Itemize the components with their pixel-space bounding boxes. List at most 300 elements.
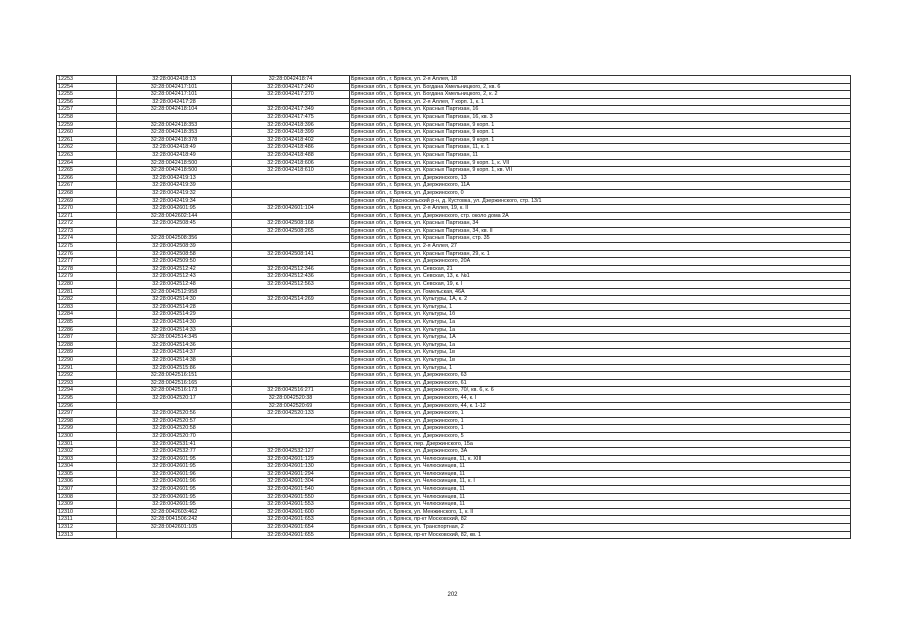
row-number-cell: 12282 [57, 296, 117, 304]
building-cadastral-number-cell: 32:28:0042418:606 [232, 159, 350, 167]
building-cadastral-number-cell: 32:28:0042520:69 [232, 402, 350, 410]
land-cadastral-number-cell: 32:28:0042418:13 [117, 76, 232, 84]
table-row [57, 83, 851, 91]
land-cadastral-number-cell: 32:28:0042419:13 [117, 174, 232, 182]
row-number-cell: 12291 [57, 364, 117, 372]
table-row [57, 448, 851, 456]
address-cell: Брянская обл., г. Брянск, ул. Красных Партизан, 16 [350, 106, 851, 114]
address-cell: Брянская обл., г. Брянск, ул. Дзержинского, 44, к. 1-12 [350, 402, 851, 410]
table-row [57, 121, 851, 129]
table-row [57, 159, 851, 167]
address-cell: Брянская обл., г. Брянск, ул. Культуры, 1 [350, 364, 851, 372]
land-cadastral-number-cell: 32:28:0042418:49 [117, 144, 232, 152]
land-cadastral-number-cell: 32:28:0042514:28 [117, 303, 232, 311]
row-number-cell: 12298 [57, 417, 117, 425]
building-cadastral-number-cell [232, 212, 350, 220]
address-cell: Брянская обл., г. Брянск, ул. Дзержинского, 61 [350, 379, 851, 387]
building-cadastral-number-cell: 32:28:0042508:168 [232, 220, 350, 228]
land-cadastral-number-cell: 32:28:0042514:37 [117, 349, 232, 357]
address-cell: Брянская обл., г. Брянск, ул. Севская, 21 [350, 265, 851, 273]
address-cell: Брянская обл., г. Брянск, ул. Дзержинского, 1 [350, 425, 851, 433]
table-row [57, 144, 851, 152]
address-cell: Брянская обл., г. Брянск, ул. Красных Партизан, 11 [350, 151, 851, 159]
row-number-cell: 12290 [57, 356, 117, 364]
building-cadastral-number-cell: 32:28:0042508:141 [232, 250, 350, 258]
building-cadastral-number-cell: 32:28:0042532:127 [232, 448, 350, 456]
building-cadastral-number-cell: 32:28:0042601:553 [232, 501, 350, 509]
building-cadastral-number-cell: 32:28:0042418:610 [232, 167, 350, 175]
land-cadastral-number-cell: 32:28:0042601:96 [117, 470, 232, 478]
row-number-cell: 12274 [57, 235, 117, 243]
building-cadastral-number-cell [232, 303, 350, 311]
table-row [57, 463, 851, 471]
address-cell: Брянская обл., г. Брянск, ул. 2-я Аллея, 7 корп. 1, к. 1 [350, 98, 851, 106]
land-cadastral-number-cell [117, 227, 232, 235]
building-cadastral-number-cell: 32:28:0042512:436 [232, 273, 350, 281]
address-cell: Брянская обл., г. Брянск, ул. Дзержинского, 5 [350, 432, 851, 440]
land-cadastral-number-cell: 32:28:0042601:95 [117, 493, 232, 501]
land-cadastral-number-cell [117, 402, 232, 410]
land-cadastral-number-cell: 32:28:0042419:39 [117, 182, 232, 190]
row-number-cell: 12256 [57, 98, 117, 106]
land-cadastral-number-cell: 32:28:0041506:242 [117, 516, 232, 524]
building-cadastral-number-cell: 32:28:0042601:304 [232, 478, 350, 486]
land-cadastral-number-cell: 32:28:0042419:34 [117, 197, 232, 205]
row-number-cell: 12297 [57, 410, 117, 418]
table-row [57, 524, 851, 532]
land-cadastral-number-cell: 32:28:0042520:56 [117, 410, 232, 418]
land-cadastral-number-cell: 32:28:0042601:95 [117, 205, 232, 213]
row-number-cell: 12259 [57, 121, 117, 129]
building-cadastral-number-cell [232, 189, 350, 197]
table-row [57, 334, 851, 342]
address-cell: Брянская обл., г. Брянск, ул. 2-я Аллея, 27 [350, 243, 851, 251]
land-cadastral-number-cell: 32:28:0042418:104 [117, 106, 232, 114]
table-row [57, 311, 851, 319]
row-number-cell: 12300 [57, 432, 117, 440]
row-number-cell: 12294 [57, 387, 117, 395]
table-row [57, 486, 851, 494]
building-cadastral-number-cell: 32:28:0042418:74 [232, 76, 350, 84]
address-cell: Брянская обл., г. Брянск, ул. Культуры, 1а [350, 341, 851, 349]
land-cadastral-number-cell: 32:28:0042514:29 [117, 311, 232, 319]
table-row [57, 98, 851, 106]
building-cadastral-number-cell: 32:28:0042601:653 [232, 516, 350, 524]
row-number-cell: 12293 [57, 379, 117, 387]
address-cell: Брянская обл., г. Брянск, ул. Дзержинского, 70/, кв. 6, к. 6 [350, 387, 851, 395]
table-row [57, 303, 851, 311]
building-cadastral-number-cell [232, 197, 350, 205]
land-cadastral-number-cell: 32:28:0042516:173 [117, 387, 232, 395]
row-number-cell: 12260 [57, 129, 117, 137]
land-cadastral-number-cell: 32:28:0042418:500 [117, 159, 232, 167]
building-cadastral-number-cell: 32:28:0042601:104 [232, 205, 350, 213]
building-cadastral-number-cell: 32:28:0042601:130 [232, 463, 350, 471]
land-cadastral-number-cell [117, 531, 232, 539]
land-cadastral-number-cell: 32:28:0042602:144 [117, 212, 232, 220]
table-row [57, 432, 851, 440]
row-number-cell: 12292 [57, 372, 117, 380]
row-number-cell: 12280 [57, 281, 117, 289]
address-cell: Брянская обл., г. Брянск, ул. 2-я Аллея, 19, к. II [350, 205, 851, 213]
table-row [57, 76, 851, 84]
row-number-cell: 12299 [57, 425, 117, 433]
table-row [57, 349, 851, 357]
building-cadastral-number-cell: 32:28:0042601:655 [232, 531, 350, 539]
building-cadastral-number-cell: 32:28:0042418:486 [232, 144, 350, 152]
address-cell: Брянская обл., г. Брянск, ул. Севская, 19, к. I [350, 281, 851, 289]
building-cadastral-number-cell: 32:28:0042601:294 [232, 470, 350, 478]
land-cadastral-number-cell: 32:28:0042515:86 [117, 364, 232, 372]
building-cadastral-number-cell [232, 334, 350, 342]
land-cadastral-number-cell: 32:28:0042520:57 [117, 417, 232, 425]
table-row [57, 326, 851, 334]
address-cell: Брянская обл., г. Брянск, ул. Красных Партизан, 9 корп. 1 [350, 121, 851, 129]
row-number-cell: 12301 [57, 440, 117, 448]
table-row [57, 106, 851, 114]
address-cell: Брянская обл., г. Брянск, ул. Челюскинцев, 11 [350, 493, 851, 501]
row-number-cell: 12271 [57, 212, 117, 220]
address-cell: Брянская обл., г. Брянск, ул. Челюскинцев, 11 [350, 486, 851, 494]
building-cadastral-number-cell: 32:28:0042601:550 [232, 493, 350, 501]
land-cadastral-number-cell [117, 113, 232, 121]
address-cell: Брянская обл., г. Брянск, ул. Челюскинцев, 11, к. XIII [350, 455, 851, 463]
building-cadastral-number-cell [232, 311, 350, 319]
address-cell: Брянская обл., г. Брянск, ул. Богдана Хмельницкого, 2, кв. 6 [350, 83, 851, 91]
land-cadastral-number-cell: 32:28:0042520:17 [117, 394, 232, 402]
table-row [57, 402, 851, 410]
table-row [57, 243, 851, 251]
address-cell: Брянская обл., г. Брянск, ул. Дзержинского, 0 [350, 189, 851, 197]
row-number-cell: 12275 [57, 243, 117, 251]
land-cadastral-number-cell: 32:28:0042418:353 [117, 129, 232, 137]
land-cadastral-number-cell: 32:28:0042601:105 [117, 524, 232, 532]
table-row [57, 182, 851, 190]
land-cadastral-number-cell: 32:28:0042417:101 [117, 83, 232, 91]
row-number-cell: 12310 [57, 508, 117, 516]
table-row [57, 174, 851, 182]
land-cadastral-number-cell: 32:28:0042418:49 [117, 151, 232, 159]
building-cadastral-number-cell: 32:28:0042512:346 [232, 265, 350, 273]
table-row [57, 470, 851, 478]
land-cadastral-number-cell: 32:28:0042514:30 [117, 296, 232, 304]
table-row [57, 167, 851, 175]
row-number-cell: 12255 [57, 91, 117, 99]
row-number-cell: 12272 [57, 220, 117, 228]
building-cadastral-number-cell: 32:28:0042418:396 [232, 121, 350, 129]
row-number-cell: 12296 [57, 402, 117, 410]
row-number-cell: 12305 [57, 470, 117, 478]
row-number-cell: 12309 [57, 501, 117, 509]
table-row [57, 273, 851, 281]
building-cadastral-number-cell [232, 349, 350, 357]
table-row [57, 387, 851, 395]
building-cadastral-number-cell [232, 356, 350, 364]
table-row [57, 425, 851, 433]
table-row [57, 296, 851, 304]
address-cell: Брянская обл., г. Брянск, ул. Менжинского, 1, к. II [350, 508, 851, 516]
land-cadastral-number-cell: 32:28:0042601:95 [117, 486, 232, 494]
address-cell: Брянская обл., г. Брянск, пер. Дзержинского, 15а [350, 440, 851, 448]
row-number-cell: 12261 [57, 136, 117, 144]
table-row [57, 212, 851, 220]
table-row [57, 394, 851, 402]
row-number-cell: 12312 [57, 524, 117, 532]
building-cadastral-number-cell: 32:28:0042417:475 [232, 113, 350, 121]
row-number-cell: 12266 [57, 174, 117, 182]
row-number-cell: 12270 [57, 205, 117, 213]
row-number-cell: 12276 [57, 250, 117, 258]
land-cadastral-number-cell: 32:28:0042514:33 [117, 326, 232, 334]
address-cell: Брянская обл., г. Брянск, ул. Челюскинцев, 11, к. I [350, 478, 851, 486]
row-number-cell: 12268 [57, 189, 117, 197]
row-number-cell: 12267 [57, 182, 117, 190]
address-cell: Брянская обл., г. Брянск, ул. Челюскинцев, 11 [350, 470, 851, 478]
table-row [57, 91, 851, 99]
building-cadastral-number-cell [232, 243, 350, 251]
table-row [57, 531, 851, 539]
table-body [57, 76, 851, 539]
row-number-cell: 12307 [57, 486, 117, 494]
building-cadastral-number-cell [232, 98, 350, 106]
address-cell: Брянская обл., г. Брянск, ул. Дзержинского, 63 [350, 372, 851, 380]
table-row [57, 250, 851, 258]
land-cadastral-number-cell: 32:28:0042512:48 [117, 281, 232, 289]
building-cadastral-number-cell: 32:28:0042601:600 [232, 508, 350, 516]
land-cadastral-number-cell: 32:28:0042514:345 [117, 334, 232, 342]
building-cadastral-number-cell: 32:28:0042417:270 [232, 91, 350, 99]
building-cadastral-number-cell: 32:28:0042417:240 [232, 83, 350, 91]
row-number-cell: 12285 [57, 319, 117, 327]
row-number-cell: 12273 [57, 227, 117, 235]
building-cadastral-number-cell: 32:28:0042418:488 [232, 151, 350, 159]
table-row [57, 501, 851, 509]
cadastral-register-table [56, 75, 851, 539]
table-row [57, 493, 851, 501]
address-cell: Брянская обл., г. Брянск, ул. Культуры, 1в [350, 349, 851, 357]
table-row [57, 220, 851, 228]
address-cell: Брянская обл., г. Брянск, ул. Культуры, 1А [350, 334, 851, 342]
row-number-cell: 12313 [57, 531, 117, 539]
row-number-cell: 12269 [57, 197, 117, 205]
address-cell: Брянская обл., г. Брянск, ул. Красных Партизан, 9 корп. 1 [350, 129, 851, 137]
land-cadastral-number-cell: 32:28:0042508:39 [117, 243, 232, 251]
land-cadastral-number-cell: 32:28:0042514:30 [117, 319, 232, 327]
address-cell: Брянская обл., г. Брянск, ул. Красных Партизан, 16, кв. 3 [350, 113, 851, 121]
land-cadastral-number-cell: 32:28:0042601:95 [117, 501, 232, 509]
row-number-cell: 12278 [57, 265, 117, 273]
building-cadastral-number-cell: 32:28:0042520:38 [232, 394, 350, 402]
address-cell: Брянская обл., г. Брянск, ул. Челюскинцев, 11 [350, 463, 851, 471]
building-cadastral-number-cell [232, 174, 350, 182]
building-cadastral-number-cell [232, 379, 350, 387]
row-number-cell: 12283 [57, 303, 117, 311]
address-cell: Брянская обл., г. Брянск, ул. Дзержинского, 3А [350, 448, 851, 456]
row-number-cell: 12263 [57, 151, 117, 159]
address-cell: Брянская обл., г. Брянск, ул. Красных Партизан, 11, к. 1 [350, 144, 851, 152]
land-cadastral-number-cell: 32:28:0042418:353 [117, 121, 232, 129]
land-cadastral-number-cell: 32:28:0042508:356 [117, 235, 232, 243]
address-cell: Брянская обл., г. Брянск, ул. Красных Партизан, 9 корп. 1 [350, 136, 851, 144]
land-cadastral-number-cell: 32:28:0042516:151 [117, 372, 232, 380]
building-cadastral-number-cell: 32:28:0042508:265 [232, 227, 350, 235]
land-cadastral-number-cell: 32:28:0042514:38 [117, 356, 232, 364]
table-row [57, 356, 851, 364]
land-cadastral-number-cell: 32:28:0042514:36 [117, 341, 232, 349]
row-number-cell: 12262 [57, 144, 117, 152]
table-row [57, 136, 851, 144]
row-number-cell: 12277 [57, 258, 117, 266]
land-cadastral-number-cell: 32:28:0042512:42 [117, 265, 232, 273]
address-cell: Брянская обл., г. Брянск, ул. 2-я Аллея, 18 [350, 76, 851, 84]
building-cadastral-number-cell: 32:28:0042520:133 [232, 410, 350, 418]
page-number: 202 [447, 592, 458, 598]
building-cadastral-number-cell [232, 432, 350, 440]
table-row [57, 258, 851, 266]
land-cadastral-number-cell: 32:28:0042520:58 [117, 425, 232, 433]
table-row [57, 508, 851, 516]
row-number-cell: 12253 [57, 76, 117, 84]
address-cell: Брянская обл., г. Брянск, пр-кт Московский, 82, кв. 1 [350, 531, 851, 539]
table-row [57, 417, 851, 425]
table-row [57, 478, 851, 486]
land-cadastral-number-cell: 32:28:0042508:58 [117, 250, 232, 258]
address-cell: Брянская обл., г. Брянск, ул. Богдана Хмельницкого, 2, к. 2 [350, 91, 851, 99]
land-cadastral-number-cell: 32:28:0042601:95 [117, 463, 232, 471]
address-cell: Брянская обл., г. Брянск, ул. Культуры, 1а [350, 319, 851, 327]
address-cell: Брянская обл., г. Брянск, ул. Красных Партизан, 9 корп. 1, кв. VII [350, 167, 851, 175]
row-number-cell: 12303 [57, 455, 117, 463]
table-row [57, 189, 851, 197]
row-number-cell: 12289 [57, 349, 117, 357]
row-number-cell: 12265 [57, 167, 117, 175]
address-cell: Брянская обл., г. Брянск, ул. Дзержинского, 20А [350, 258, 851, 266]
row-number-cell: 12264 [57, 159, 117, 167]
address-cell: Брянская обл., г. Брянск, ул. Дзержинского, стр. около дома 2А [350, 212, 851, 220]
table-row [57, 151, 851, 159]
land-cadastral-number-cell: 32:28:0042417:28 [117, 98, 232, 106]
building-cadastral-number-cell: 32:28:0042418:399 [232, 129, 350, 137]
land-cadastral-number-cell: 32:28:0042603:462 [117, 508, 232, 516]
table-row [57, 455, 851, 463]
address-cell: Брянская обл., г. Брянск, ул. Культуры, 1б [350, 311, 851, 319]
table-row [57, 265, 851, 273]
address-cell: Брянская обл., г. Брянск, ул. Культуры, 1А, к. 2 [350, 296, 851, 304]
table-row [57, 410, 851, 418]
address-cell: Брянская обл., г. Брянск, ул. Гомельская, 46А [350, 288, 851, 296]
address-cell: Брянская обл., г. Брянск, ул. Севская, 13, к. №1 [350, 273, 851, 281]
row-number-cell: 12286 [57, 326, 117, 334]
land-cadastral-number-cell: 32:28:0042418:378 [117, 136, 232, 144]
land-cadastral-number-cell: 32:28:0042531:41 [117, 440, 232, 448]
land-cadastral-number-cell: 32:28:0042512:43 [117, 273, 232, 281]
building-cadastral-number-cell: 32:28:0042601:129 [232, 455, 350, 463]
row-number-cell: 12306 [57, 478, 117, 486]
building-cadastral-number-cell [232, 417, 350, 425]
address-cell: Брянская обл., г. Брянск, ул. Красных Партизан, 34 [350, 220, 851, 228]
table-row [57, 235, 851, 243]
row-number-cell: 12311 [57, 516, 117, 524]
building-cadastral-number-cell: 32:28:0042516:271 [232, 387, 350, 395]
land-cadastral-number-cell: 32:28:0042418:500 [117, 167, 232, 175]
land-cadastral-number-cell: 32:28:0042417:101 [117, 91, 232, 99]
address-cell: Брянская обл., г. Брянск, ул. Красных Партизан, 9 корп. 1, к. VII [350, 159, 851, 167]
row-number-cell: 12257 [57, 106, 117, 114]
land-cadastral-number-cell: 32:28:0042520:70 [117, 432, 232, 440]
land-cadastral-number-cell: 32:28:0042601:95 [117, 455, 232, 463]
building-cadastral-number-cell [232, 235, 350, 243]
building-cadastral-number-cell [232, 364, 350, 372]
address-cell: Брянская обл., г. Брянск, ул. Красных Партизан, стр. 35 [350, 235, 851, 243]
land-cadastral-number-cell: 32:28:0042509:50 [117, 258, 232, 266]
land-cadastral-number-cell: 32:28:0042601:96 [117, 478, 232, 486]
row-number-cell: 12284 [57, 311, 117, 319]
table-row [57, 379, 851, 387]
land-cadastral-number-cell: 32:28:0042512:958 [117, 288, 232, 296]
building-cadastral-number-cell [232, 258, 350, 266]
building-cadastral-number-cell: 32:28:0042512:563 [232, 281, 350, 289]
table-row [57, 281, 851, 289]
row-number-cell: 12288 [57, 341, 117, 349]
row-number-cell: 12304 [57, 463, 117, 471]
building-cadastral-number-cell: 32:28:0042601:540 [232, 486, 350, 494]
address-cell: Брянская обл., г. Брянск, ул. Культуры, 1 [350, 303, 851, 311]
address-cell: Брянская обл., г. Брянск, ул. Красных Партизан, 29, к. 1 [350, 250, 851, 258]
table-row [57, 205, 851, 213]
building-cadastral-number-cell [232, 440, 350, 448]
address-cell: Брянская обл., г. Брянск, ул. Дзержинского, 13 [350, 174, 851, 182]
building-cadastral-number-cell [232, 341, 350, 349]
table-row [57, 516, 851, 524]
address-cell: Брянская обл., г. Брянск, ул. Культуры, 1а [350, 326, 851, 334]
land-cadastral-number-cell: 32:28:0042419:32 [117, 189, 232, 197]
building-cadastral-number-cell: 32:28:0042417:349 [232, 106, 350, 114]
address-cell: Брянская обл., г. Брянск, пр-кт Московский, 82 [350, 516, 851, 524]
address-cell: Брянская обл., г. Брянск, ул. Дзержинского, 44, к. I [350, 394, 851, 402]
building-cadastral-number-cell [232, 425, 350, 433]
address-cell: Брянская обл., г. Брянск, ул. Красных Партизан, 34, кв. II [350, 227, 851, 235]
building-cadastral-number-cell: 32:28:0042601:654 [232, 524, 350, 532]
table-row [57, 129, 851, 137]
table-row [57, 341, 851, 349]
land-cadastral-number-cell: 32:28:0042508:45 [117, 220, 232, 228]
building-cadastral-number-cell [232, 326, 350, 334]
address-cell: Брянская обл., г. Брянск, ул. Культуры, 1в [350, 356, 851, 364]
table-row [57, 440, 851, 448]
table-row [57, 227, 851, 235]
address-cell: Брянская обл., г. Брянск, ул. Челюскинцев, 11 [350, 501, 851, 509]
row-number-cell: 12279 [57, 273, 117, 281]
row-number-cell: 12254 [57, 83, 117, 91]
table-row [57, 197, 851, 205]
address-cell: Брянская обл., г. Брянск, ул. Дзержинского, 1 [350, 417, 851, 425]
row-number-cell: 12258 [57, 113, 117, 121]
building-cadastral-number-cell [232, 372, 350, 380]
table-row [57, 372, 851, 380]
address-cell: Брянская обл., Красносельский р-н, д. Кустовка, ул. Дзержинского, стр. 13/1 [350, 197, 851, 205]
row-number-cell: 12308 [57, 493, 117, 501]
row-number-cell: 12281 [57, 288, 117, 296]
building-cadastral-number-cell: 32:28:0042418:402 [232, 136, 350, 144]
row-number-cell: 12302 [57, 448, 117, 456]
row-number-cell: 12295 [57, 394, 117, 402]
building-cadastral-number-cell: 32:28:0042514:269 [232, 296, 350, 304]
address-cell: Брянская обл., г. Брянск, ул. Транспортная, 2 [350, 524, 851, 532]
land-cadastral-number-cell: 32:28:0042516:165 [117, 379, 232, 387]
table-row [57, 288, 851, 296]
building-cadastral-number-cell [232, 182, 350, 190]
table-row [57, 364, 851, 372]
